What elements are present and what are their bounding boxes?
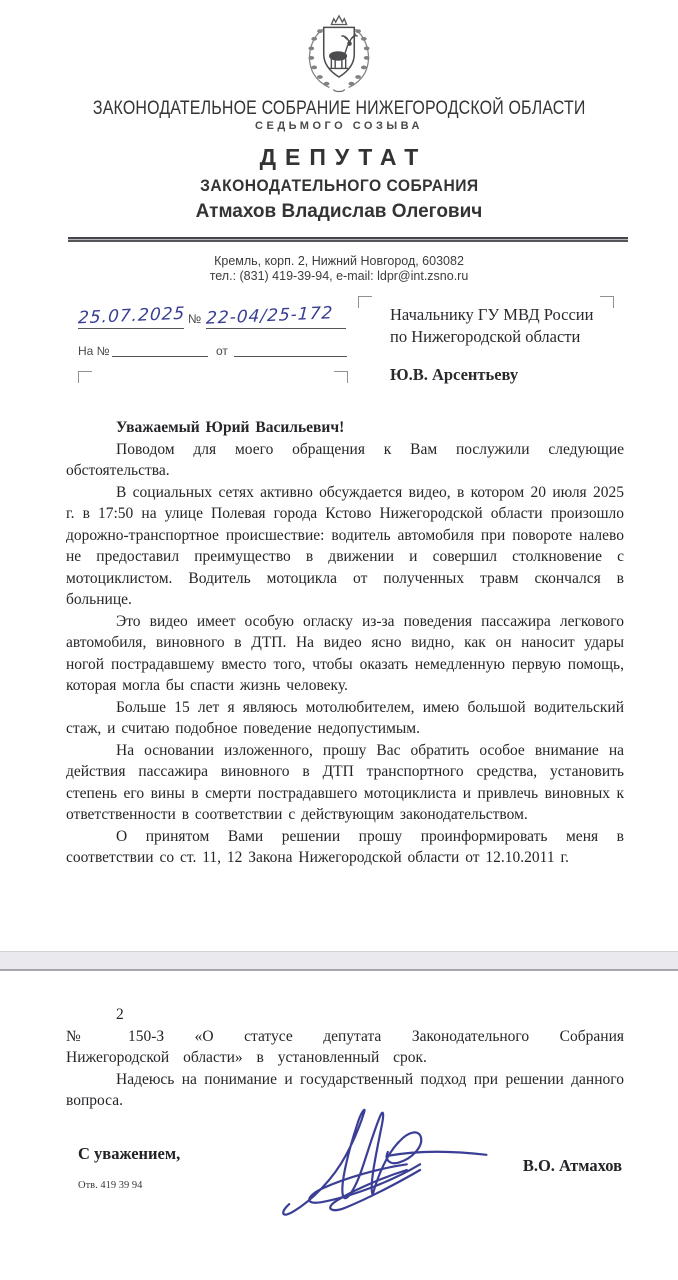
paragraph: В социальных сетях активно обсуждается видео, в котором 20 июля 2025 г. в 17:50 на улице Полевая города Кстово Нижегородской области произошло дорожно-транспортное происшествие: водитель автомобиля при повороте налево не предоставил преимущество в движении и совершил столкновение с мотоциклистом. Водитель мотоцикла от полученных травм скончался в больнице. xyxy=(66,483,624,608)
reply-date-field xyxy=(234,334,347,357)
addressee-line1: Начальнику ГУ МВД России xyxy=(390,305,594,324)
paragraph: Это видео имеет особую огласку из-за поведения пассажира легкового автомобиля, виновного в ДТП. На видео ясно видно, как он наносит удары ногой пострадавшему вместо того, чтобы оказать немедленную первую помощь, которая могла бы спасти жизнь человеку. xyxy=(66,612,624,694)
convocation-line: СЕДЬМОГО СОЗЫВА xyxy=(255,120,423,132)
reply-to-number-label: На № xyxy=(78,344,110,358)
outgoing-date-field xyxy=(77,303,186,329)
paragraph: Больше 15 лет я являюсь мотолюбителем, имею большой водительский стаж, и считаю подобное поведение недопустимым. xyxy=(66,698,624,737)
executor-phone-note: Отв. 419 39 94 xyxy=(78,1180,143,1191)
paragraph: Надеюсь на понимание и государственный подход при решении данного вопроса. xyxy=(66,1070,624,1109)
requisites-block xyxy=(0,292,678,392)
closing-phrase: С уважением, xyxy=(78,1144,181,1163)
letterhead-contacts: тел.: (831) 419-39-94, e-mail: ldpr@int.zsno.ru xyxy=(209,269,469,283)
corner-mark xyxy=(600,296,614,308)
letter-body-page1 xyxy=(66,417,624,869)
handwritten-date: 25.07.2025 xyxy=(77,303,186,329)
deputy-name: Атмахов Владислав Олегович xyxy=(195,201,483,222)
deputy-title: ДЕПУТАТ xyxy=(259,144,428,170)
addressee-line2: по Нижегородской области xyxy=(390,327,581,346)
page-number: 2 xyxy=(116,1006,124,1023)
addressee-name: Ю.В. Арсентьеву xyxy=(390,365,519,384)
salutation: Уважаемый Юрий Васильевич! xyxy=(116,419,345,436)
corner-mark xyxy=(358,296,372,308)
paragraph: На основании изложенного, прошу Вас обратить особое внимание на действия пассажира виновного в ДТП транспортного средства, установить степень его вины в смерти пострадавшего мотоциклиста и привлечь виновных к ответственности в соответствии с действующим законодательством. xyxy=(66,741,624,823)
corner-mark xyxy=(334,371,348,383)
signer-name: В.О. Атмахов xyxy=(522,1156,622,1175)
letterhead-divider xyxy=(68,237,628,242)
assembly-title: ЗАКОНОДАТЕЛЬНОГО СОБРАНИЯ xyxy=(199,176,479,195)
page-break-separator xyxy=(0,951,678,971)
organization-name: ЗАКОНОДАТЕЛЬНОЕ СОБРАНИЕ НИЖЕГОРОДСКОЙ ОБЛАСТИ xyxy=(92,98,586,119)
outgoing-number-field xyxy=(205,303,346,329)
letterhead-address: Кремль, корп. 2, Нижний Новгород, 603082 xyxy=(214,254,464,268)
paragraph: Поводом для моего обращения к Вам послужили следующие обстоятельства. xyxy=(66,440,624,479)
reply-number-field xyxy=(112,334,208,357)
handwritten-number: 22-04/25-172 xyxy=(205,303,334,329)
coat-of-arms-icon xyxy=(291,14,387,103)
paragraph-continuation: № 150-З «О статусе депутата Законодательного Собрания Нижегородской области» в установленный срок. xyxy=(66,1027,624,1066)
signature-icon xyxy=(276,1104,494,1241)
paragraph: О принятом Вами решении прошу проинформировать меня в соответствии со ст. 11, 12 Закона Нижегородской области от 12.10.2011 г. xyxy=(66,827,624,866)
corner-mark xyxy=(78,371,92,383)
number-sign-label: № xyxy=(188,312,202,326)
reply-from-label: от xyxy=(216,344,228,358)
letter-body-page2 xyxy=(66,1004,624,1112)
addressee-block xyxy=(390,304,593,386)
